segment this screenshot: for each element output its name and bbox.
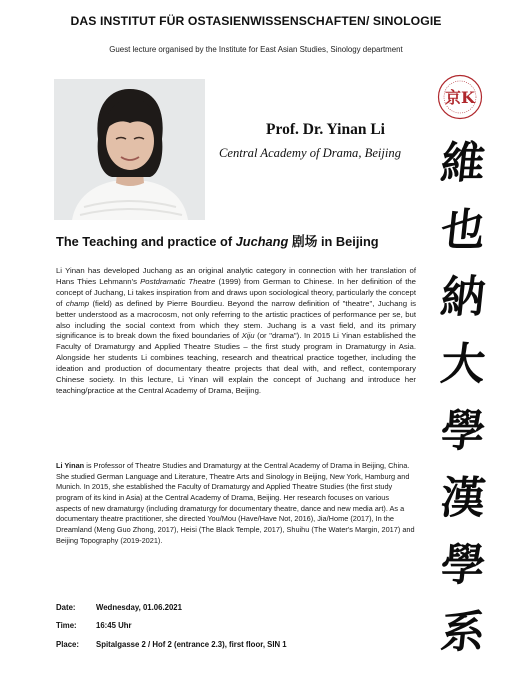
calligraphy-column xyxy=(433,130,493,666)
logo-mark: 京K xyxy=(445,88,475,107)
institute-logo xyxy=(437,74,483,120)
date-value: Wednesday, 01.06.2021 xyxy=(96,603,182,612)
abstract-emphasis: Postdramatic Theatre xyxy=(140,276,216,286)
abstract-text: Li Yinan has developed Juchang as an original analytic category in connection with her translation of Hans Thies Lehmann's xyxy=(56,266,416,286)
lecture-title xyxy=(56,231,379,250)
lecture-title-post: 剧场 in Beijing xyxy=(288,234,379,249)
info-date xyxy=(56,603,182,612)
speaker-name: Prof. Dr. Yinan Li xyxy=(266,121,385,138)
header-subtitle: Guest lecture organised by the Institute for East Asian Studies, Sinology department xyxy=(109,45,403,54)
bio-paragraph xyxy=(56,461,416,546)
calligraphy-char: 學 xyxy=(438,540,488,591)
calligraphy-char: 維 xyxy=(438,138,488,189)
time-value: 16:45 Uhr xyxy=(96,621,132,630)
calligraphy-char: 也 xyxy=(438,205,488,256)
abstract-text: (field) as defined by Pierre Bourdieu. Beyond the narrow definition of "theatre", Juchang is better understood as a macrocosm, not only referring to the artistic practices of performance per se, but also including the social context from which they stem. Juchang is a vast field, and its primary significance is to break down the fixed boundaries of xyxy=(56,298,416,341)
date-label: Date: xyxy=(56,603,76,612)
lecture-title-em: Juchang xyxy=(235,234,289,249)
speaker-institution: Central Academy of Drama, Beijing xyxy=(219,146,402,160)
abstract-emphasis: champ xyxy=(65,298,90,308)
calligraphy-char: 漢 xyxy=(438,473,488,524)
abstract-paragraph xyxy=(56,266,416,397)
abstract-text: (1999) from German to Chinese. In her definition of the concept of Juchang, Li takes inspiration from and draws upon sociological theory, particularly the concept of xyxy=(56,276,417,308)
info-time xyxy=(56,621,132,630)
header-title: DAS INSTITUT FÜR OSTASIENWISSENSCHAFTEN/ SINOLOGIE xyxy=(70,14,442,28)
speaker-photo xyxy=(54,79,205,220)
abstract-emphasis: Xiju xyxy=(241,331,255,341)
calligraphy-char: 大 xyxy=(438,339,488,390)
lecture-title-pre: The Teaching and practice of xyxy=(56,234,236,249)
abstract-text: (or "drama"). In 2015 Li Yinan established the Faculty of Dramaturgy and Applied Theatre Studies – the first study program in Dramaturgy in Asia. Alongside her students Li combines teaching, research and theatrical practice together, including the ideation and production of documentary theatre projects that deal with, and reflect, contemporary Chinese society. In this lecture, Li Yinan will explain the concept of Juchang and introduce her teaching/practice at the Central Academy of Drama, Beijing. xyxy=(56,331,416,395)
bio-text: is Professor of Theatre Studies and Dramaturgy at the Central Academy of Drama in Beijing, China. She studied German Language and Literature, Theatre Arts and Sinology in Beijing, New York, Hamburg and Munich. In 2015, she established the Faculty of Dramaturgy and Applied Theatre Studies (the first study program of its kind in Asia) at the Central Academy of Drama, Beijing. Her research focuses on various aspects of new dramaturgy (including dramaturgy for documentary theatre, dance and new media art). As a documentary theatre practitioner, she directed You/Mou (Have/Have Not, 2016), Jia/Home (2017), In the Dreamland (Meng Guo Zhong, 2017), Heisi (The Black Temple, 2017), Shuihu (The Water's Margin, 2017) and Beijing Topography (2019-2021). xyxy=(56,461,415,545)
calligraphy-char: 系 xyxy=(438,607,488,658)
place-label: Place: xyxy=(56,640,79,649)
bio-name: Li Yinan xyxy=(56,461,85,470)
calligraphy-char: 學 xyxy=(438,406,488,457)
info-place xyxy=(56,640,287,649)
place-value: Spitalgasse 2 / Hof 2 (entrance 2.3), first floor, SIN 1 xyxy=(96,640,287,649)
time-label: Time: xyxy=(56,621,77,630)
calligraphy-char: 納 xyxy=(438,272,488,323)
